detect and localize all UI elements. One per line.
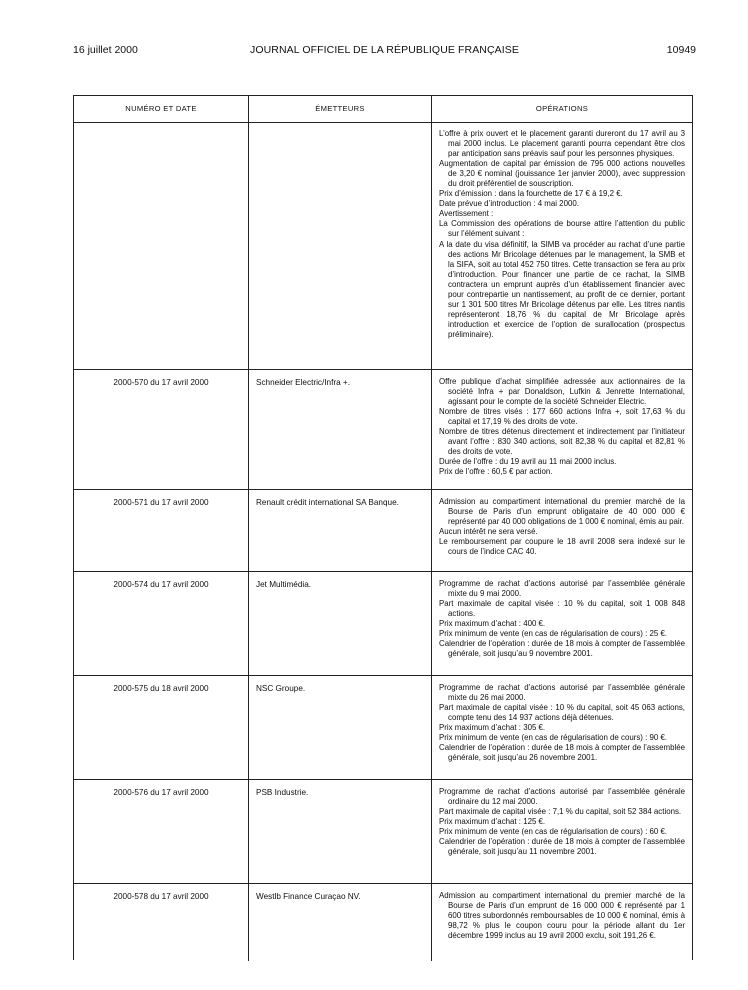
operation-paragraph: Nombre de titres détenus directement et indirectement par l’initiateur avant l’offre : 830 340 actions, soit 82,38 % du capital et 82,81 % des droits de vote. [439,427,685,457]
table-row [74,572,692,676]
row-operations [439,683,685,763]
operation-paragraph: Calendrier de l’opération : durée de 18 mois à compter de l’assemblée générale, soit jusqu’au 11 novembre 2001. [439,837,685,857]
row-emitter: Westlb Finance Curaçao NV. [256,892,361,901]
operation-paragraph: Prix maximum d’achat : 305 €. [439,723,546,733]
row-operations [439,497,685,557]
operation-paragraph: Offre publique d’achat simplifiée adressée aux actionnaires de la société Infra + par Donaldson, Lufkin & Jenrette International, agissant pour le compte de la société Schneider Electric. [439,377,685,407]
operations-table [73,95,693,960]
operation-paragraph: Calendrier de l’opération : durée de 18 mois à compter de l’assemblée générale, soit jusqu’au 9 novembre 2001. [439,639,685,659]
operation-paragraph: Nombre de titres visés : 177 660 actions Infra +, soit 17,63 % du capital et 17,19 % des droits de vote. [439,407,685,427]
row-number-date: 2000-576 du 17 avril 2000 [113,788,209,797]
operation-paragraph: Admission au compartiment international du premier marché de la Bourse de Paris d’un emprunt de 16 000 000 € représenté par 1 600 titres subordonnés remboursables de 10 000 € nominal, émis à 98,72 % plus le coupon couru pour la période allant du 1er décembre 1999 inclus au 19 avril 2000 exclu, soit 191,26 €. [439,891,685,941]
row-operations [439,129,685,340]
table-row [74,370,692,490]
operation-paragraph: Prix minimum de vente (en cas de régularisation de cours) : 25 €. [439,629,668,639]
row-emitter: PSB Industrie. [256,788,309,797]
column-header-emitters: ÉMETTEURS [315,104,365,113]
operation-paragraph: Prix maximum d’achat : 125 €. [439,817,546,827]
operation-paragraph: L’offre à prix ouvert et le placement garanti dureront du 17 avril au 3 mai 2000 inclus. Le placement garanti pourra cependant être clos par anticipation sans préavis sauf pour les personnes physiques. [439,129,685,159]
table-row [74,780,692,884]
operation-paragraph: Prix minimum de vente (en cas de régularisation de cours) : 60 €. [439,827,668,837]
column-header-operations: OPÉRATIONS [535,104,589,113]
table-row [74,490,692,572]
row-operations [439,891,685,941]
operation-paragraph: Programme de rachat d’actions autorisé par l’assemblée générale mixte du 26 mai 2000. [439,683,685,703]
operation-paragraph: Programme de rachat d’actions autorisé par l’assemblée générale mixte du 9 mai 2000. [439,579,685,599]
operation-paragraph: La Commission des opérations de bourse attire l’attention du public sur l’élément suivant : [439,219,685,239]
row-number-date: 2000-575 du 18 avril 2000 [113,684,209,693]
table-header [74,96,692,123]
row-emitter: Renault crédit international SA Banque. [256,498,399,507]
row-operations [439,579,685,659]
column-header-number-date: NUMÉRO ET DATE [125,104,197,113]
operation-paragraph: Prix d’émission : dans la fourchette de 17 € à 19,2 €. [439,189,623,199]
operation-paragraph: Part maximale de capital visée : 10 % du capital, soit 45 063 actions, compte tenu des 14 937 actions déjà détenues. [439,703,685,723]
row-number-date: 2000-578 du 17 avril 2000 [113,892,209,901]
table-row [74,122,692,370]
table-row [74,884,692,961]
operation-paragraph: Prix maximum d’achat : 400 €. [439,619,546,629]
row-number-date: 2000-571 du 17 avril 2000 [113,498,209,507]
operation-paragraph: Admission au compartiment international du premier marché de la Bourse de Paris d’un emprunt obligataire de 40 000 000 € représenté par 40 000 obligations de 1 000 € nominal, émis au pair. [439,497,685,527]
operation-paragraph: Prix de l’offre : 60,5 € par action. [439,467,553,477]
operation-paragraph: Part maximale de capital visée : 10 % du capital, soit 1 008 848 actions. [439,599,685,619]
operation-paragraph: Aucun intérêt ne sera versé. [439,527,538,537]
operation-paragraph: Augmentation de capital par émission de 795 000 actions nouvelles de 3,20 € nominal (jouissance 1er janvier 2000), avec suppression du droit préférentiel de souscription. [439,159,685,189]
row-emitter: Jet Multimédia. [256,580,312,589]
page-number: 10949 [666,44,696,56]
page-date: 16 juillet 2000 [73,44,138,56]
row-operations [439,377,685,477]
operation-paragraph: Le remboursement par coupure le 18 avril 2008 sera indexé sur le cours de l’indice CAC 40. [439,537,685,557]
operation-paragraph: Date prévue d’introduction : 4 mai 2000. [439,199,579,209]
journal-title: JOURNAL OFFICIEL DE LA RÉPUBLIQUE FRANÇAISE [250,44,519,56]
operation-paragraph: Prix minimum de vente (en cas de régularisation de cours) : 90 €. [439,733,668,743]
row-emitter: NSC Groupe. [256,684,306,693]
table-row [74,676,692,780]
row-number-date: 2000-570 du 17 avril 2000 [113,378,209,387]
row-emitter: Schneider Electric/Infra +. [256,378,350,387]
operation-paragraph: Durée de l’offre : du 19 avril au 11 mai 2000 inclus. [439,457,617,467]
operation-paragraph: Programme de rachat d’actions autorisé par l’assemblée générale ordinaire du 12 mai 2000. [439,787,685,807]
operation-paragraph: Part maximale de capital visée : 7,1 % du capital, soit 52 384 actions. [439,807,682,817]
operation-paragraph: Calendrier de l’opération : durée de 18 mois à compter de l’assemblée générale, soit jusqu’au 26 novembre 2001. [439,743,685,763]
row-operations [439,787,685,857]
operation-paragraph: Avertissement : [439,209,494,219]
operation-paragraph: A la date du visa définitif, la SIMB va procéder au rachat d’une partie des actions Mr Bricolage détenues par le management, la SMB et la SIFA, soit au total 452 750 titres. Cette transaction se fera au prix d’introduction. Pour financer une partie de ce rachat, la SIMB contractera un emprunt auprès d’un établissement financier avec pour contrepartie un nantissement, au profit de ce dernier, portant sur 1 301 500 titres Mr Bricolage détenus par elle. Les titres nantis représenteront 18,76 % du capital de Mr Bricolage après introduction et exercice de l’option de surallocation (prospectus préliminaire). [439,239,685,339]
row-number-date: 2000-574 du 17 avril 2000 [113,580,209,589]
